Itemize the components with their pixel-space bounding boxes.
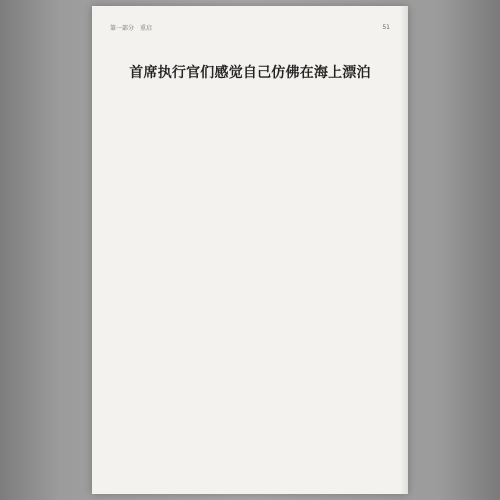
page-edge-shadow	[400, 6, 408, 494]
chapter-label: 重启	[140, 24, 153, 32]
page-number: 51	[382, 23, 390, 31]
page-header	[110, 20, 390, 34]
page-title: 首席执行官们感觉自己仿佛在海上漂泊	[129, 65, 371, 81]
section-label: 第一部分	[110, 24, 135, 32]
header-left	[110, 23, 152, 32]
page-content	[114, 96, 386, 478]
book-page	[92, 6, 408, 494]
